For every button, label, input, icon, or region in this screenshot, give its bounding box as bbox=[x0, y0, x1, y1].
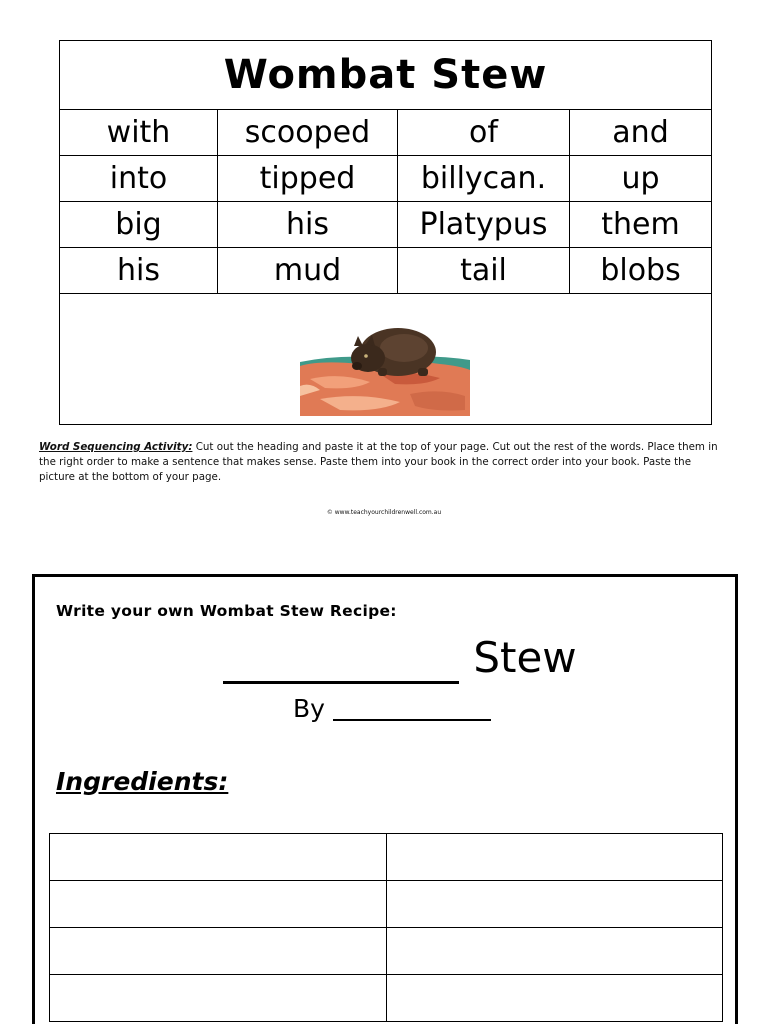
stew-name-blank[interactable] bbox=[223, 638, 459, 684]
word-card: with bbox=[60, 110, 218, 156]
word-sequencing-table bbox=[59, 40, 712, 425]
word-card: scooped bbox=[218, 110, 398, 156]
instructions-lead: Word Sequencing Activity: bbox=[39, 441, 193, 453]
ingredient-cell[interactable] bbox=[386, 975, 723, 1022]
instructions-body: Cut out the heading and paste it at the top of your page. Cut out the rest of the words. Place them in the right order to make a sentence that makes sense. Paste them into your book in the correct order into your book. Paste the picture at the bottom of your page. bbox=[39, 441, 718, 483]
word-card: his bbox=[60, 248, 218, 294]
ingredients-table bbox=[49, 833, 723, 1022]
table-row bbox=[50, 975, 723, 1022]
word-card: big bbox=[60, 202, 218, 248]
sheet-title: Wombat Stew bbox=[60, 41, 712, 110]
copyright-notice: © www.teachyourchildrenwell.com.au bbox=[326, 509, 442, 516]
word-card: into bbox=[60, 156, 218, 202]
picture-cell bbox=[60, 294, 712, 425]
ingredient-cell[interactable] bbox=[50, 834, 387, 881]
author-line bbox=[35, 694, 735, 723]
table-row bbox=[50, 928, 723, 975]
table-row bbox=[50, 834, 723, 881]
word-card: Platypus bbox=[398, 202, 570, 248]
word-card: of bbox=[398, 110, 570, 156]
ingredient-cell[interactable] bbox=[386, 881, 723, 928]
word-card: up bbox=[570, 156, 712, 202]
recipe-heading: Write your own Wombat Stew Recipe: bbox=[56, 602, 397, 620]
author-blank[interactable] bbox=[333, 699, 491, 721]
stew-name-line bbox=[35, 633, 735, 684]
ingredient-cell[interactable] bbox=[386, 928, 723, 975]
activity-instructions bbox=[39, 440, 729, 485]
ingredient-cell[interactable] bbox=[386, 834, 723, 881]
stew-label: Stew bbox=[473, 633, 577, 682]
word-card: them bbox=[570, 202, 712, 248]
word-card: tail bbox=[398, 248, 570, 294]
word-card: blobs bbox=[570, 248, 712, 294]
ingredient-cell[interactable] bbox=[50, 881, 387, 928]
word-card: mud bbox=[218, 248, 398, 294]
by-label: By bbox=[293, 694, 325, 723]
word-card: and bbox=[570, 110, 712, 156]
ingredient-cell[interactable] bbox=[50, 975, 387, 1022]
ingredients-heading: Ingredients: bbox=[56, 767, 229, 796]
recipe-worksheet bbox=[32, 574, 738, 1024]
word-card: his bbox=[218, 202, 398, 248]
wombat-illustration bbox=[300, 324, 470, 416]
table-row bbox=[50, 881, 723, 928]
word-card: tipped bbox=[218, 156, 398, 202]
word-card: billycan. bbox=[398, 156, 570, 202]
ingredient-cell[interactable] bbox=[50, 928, 387, 975]
